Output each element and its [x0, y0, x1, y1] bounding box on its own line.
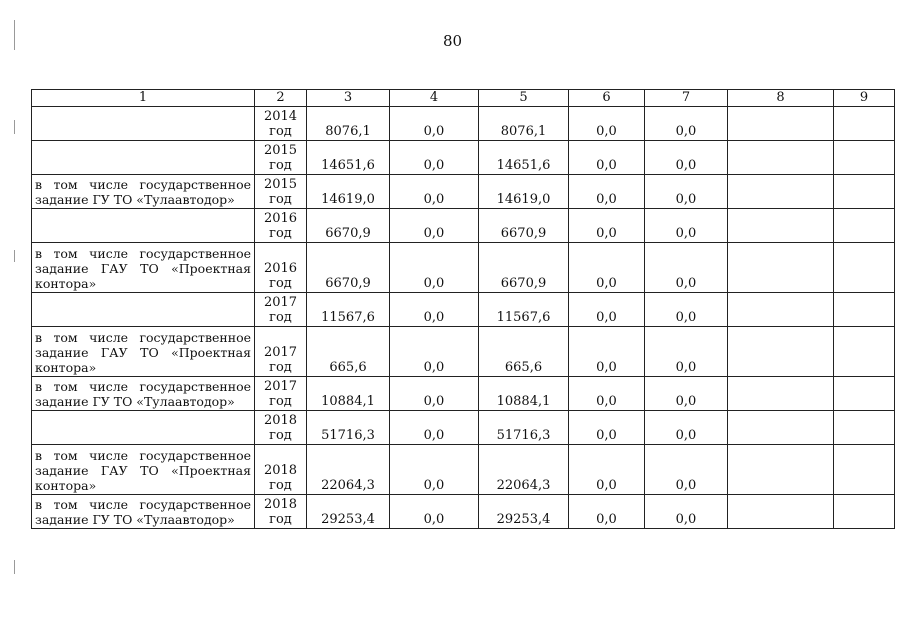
budget-table [31, 89, 895, 529]
table-row [32, 293, 895, 327]
scan-margin-mark [14, 250, 15, 262]
row-year [255, 327, 307, 377]
cell-col4: 0,0 [390, 293, 479, 327]
cell-col8 [728, 243, 834, 293]
cell-col8 [728, 495, 834, 529]
row-year [255, 107, 307, 141]
cell-col9 [834, 377, 895, 411]
cell-col6: 0,0 [569, 495, 645, 529]
cell-col8 [728, 141, 834, 175]
year-unit: год [269, 192, 292, 207]
cell-col7: 0,0 [645, 377, 728, 411]
cell-col3: 14619,0 [307, 175, 390, 209]
scan-margin-mark [14, 20, 15, 50]
cell-col6: 0,0 [569, 377, 645, 411]
row-description: в том числе государственное задание ГУ ТО «Тулаавтодор» [32, 495, 255, 529]
cell-col5: 665,6 [479, 327, 569, 377]
row-year [255, 445, 307, 495]
cell-col3: 29253,4 [307, 495, 390, 529]
column-header: 6 [569, 90, 645, 107]
year-unit: год [269, 276, 292, 291]
cell-col8 [728, 209, 834, 243]
scan-margin-mark [14, 120, 15, 134]
cell-col5: 22064,3 [479, 445, 569, 495]
cell-col7: 0,0 [645, 411, 728, 445]
cell-col7: 0,0 [645, 495, 728, 529]
row-description [32, 141, 255, 175]
year-value: 2014 [263, 109, 298, 124]
row-description: в том числе государственное задание ГАУ ТО «Проектная контора» [32, 243, 255, 293]
cell-col9 [834, 107, 895, 141]
cell-col7: 0,0 [645, 209, 728, 243]
column-header: 8 [728, 90, 834, 107]
cell-col4: 0,0 [390, 141, 479, 175]
column-header: 2 [255, 90, 307, 107]
row-description [32, 293, 255, 327]
cell-col3: 22064,3 [307, 445, 390, 495]
cell-col4: 0,0 [390, 495, 479, 529]
year-value: 2017 [263, 345, 298, 360]
cell-col9 [834, 411, 895, 445]
row-description [32, 107, 255, 141]
cell-col8 [728, 445, 834, 495]
year-value: 2018 [263, 413, 298, 428]
column-header: 3 [307, 90, 390, 107]
cell-col7: 0,0 [645, 293, 728, 327]
year-value: 2018 [263, 497, 298, 512]
cell-col4: 0,0 [390, 445, 479, 495]
year-value: 2018 [263, 463, 298, 478]
cell-col8 [728, 327, 834, 377]
table-row [32, 495, 895, 529]
cell-col9 [834, 445, 895, 495]
row-year [255, 175, 307, 209]
year-unit: год [269, 512, 292, 527]
row-year [255, 377, 307, 411]
year-unit: год [269, 158, 292, 173]
cell-col4: 0,0 [390, 175, 479, 209]
cell-col6: 0,0 [569, 411, 645, 445]
column-header: 4 [390, 90, 479, 107]
year-value: 2016 [263, 261, 298, 276]
cell-col5: 14651,6 [479, 141, 569, 175]
cell-col4: 0,0 [390, 243, 479, 293]
table-row [32, 377, 895, 411]
column-header: 7 [645, 90, 728, 107]
row-year [255, 243, 307, 293]
cell-col5: 11567,6 [479, 293, 569, 327]
cell-col3: 6670,9 [307, 243, 390, 293]
cell-col7: 0,0 [645, 445, 728, 495]
page-number: 80 [442, 32, 463, 50]
cell-col6: 0,0 [569, 175, 645, 209]
year-value: 2015 [263, 143, 298, 158]
cell-col4: 0,0 [390, 327, 479, 377]
table-row [32, 175, 895, 209]
year-unit: год [269, 394, 292, 409]
year-value: 2015 [263, 177, 298, 192]
cell-col6: 0,0 [569, 327, 645, 377]
row-description: в том числе государственное задание ГАУ ТО «Проектная контора» [32, 327, 255, 377]
cell-col5: 51716,3 [479, 411, 569, 445]
table-row [32, 107, 895, 141]
cell-col6: 0,0 [569, 107, 645, 141]
cell-col5: 8076,1 [479, 107, 569, 141]
row-year [255, 209, 307, 243]
year-value: 2017 [263, 295, 298, 310]
row-description [32, 209, 255, 243]
row-description [32, 411, 255, 445]
row-year [255, 141, 307, 175]
cell-col3: 8076,1 [307, 107, 390, 141]
row-description: в том числе государственное задание ГУ ТО «Тулаавтодор» [32, 377, 255, 411]
cell-col7: 0,0 [645, 141, 728, 175]
cell-col7: 0,0 [645, 327, 728, 377]
cell-col8 [728, 175, 834, 209]
cell-col7: 0,0 [645, 175, 728, 209]
table-row [32, 209, 895, 243]
cell-col5: 6670,9 [479, 243, 569, 293]
cell-col8 [728, 293, 834, 327]
cell-col9 [834, 175, 895, 209]
table-row [32, 141, 895, 175]
year-unit: год [269, 310, 292, 325]
scan-margin-mark [14, 560, 15, 574]
cell-col4: 0,0 [390, 209, 479, 243]
column-header: 9 [834, 90, 895, 107]
cell-col4: 0,0 [390, 107, 479, 141]
cell-col6: 0,0 [569, 243, 645, 293]
cell-col4: 0,0 [390, 377, 479, 411]
row-description: в том числе государственное задание ГУ ТО «Тулаавтодор» [32, 175, 255, 209]
year-value: 2016 [263, 211, 298, 226]
table-row [32, 411, 895, 445]
row-description: в том числе государственное задание ГАУ ТО «Проектная контора» [32, 445, 255, 495]
cell-col5: 29253,4 [479, 495, 569, 529]
cell-col9 [834, 327, 895, 377]
cell-col6: 0,0 [569, 293, 645, 327]
cell-col7: 0,0 [645, 107, 728, 141]
row-year [255, 411, 307, 445]
cell-col9 [834, 293, 895, 327]
row-year [255, 293, 307, 327]
year-unit: год [269, 226, 292, 241]
header-row [32, 90, 895, 107]
cell-col5: 6670,9 [479, 209, 569, 243]
row-year [255, 495, 307, 529]
cell-col3: 11567,6 [307, 293, 390, 327]
cell-col5: 10884,1 [479, 377, 569, 411]
cell-col8 [728, 107, 834, 141]
cell-col3: 6670,9 [307, 209, 390, 243]
table-row [32, 445, 895, 495]
column-header: 1 [32, 90, 255, 107]
cell-col8 [728, 377, 834, 411]
table-row [32, 327, 895, 377]
year-unit: год [269, 360, 292, 375]
table-row [32, 243, 895, 293]
cell-col8 [728, 411, 834, 445]
cell-col3: 51716,3 [307, 411, 390, 445]
column-header: 5 [479, 90, 569, 107]
cell-col3: 14651,6 [307, 141, 390, 175]
cell-col9 [834, 209, 895, 243]
cell-col7: 0,0 [645, 243, 728, 293]
cell-col3: 665,6 [307, 327, 390, 377]
cell-col3: 10884,1 [307, 377, 390, 411]
year-value: 2017 [263, 379, 298, 394]
cell-col9 [834, 141, 895, 175]
year-unit: год [269, 428, 292, 443]
cell-col6: 0,0 [569, 445, 645, 495]
cell-col6: 0,0 [569, 141, 645, 175]
cell-col5: 14619,0 [479, 175, 569, 209]
cell-col9 [834, 495, 895, 529]
year-unit: год [269, 124, 292, 139]
cell-col6: 0,0 [569, 209, 645, 243]
cell-col4: 0,0 [390, 411, 479, 445]
cell-col9 [834, 243, 895, 293]
year-unit: год [269, 478, 292, 493]
